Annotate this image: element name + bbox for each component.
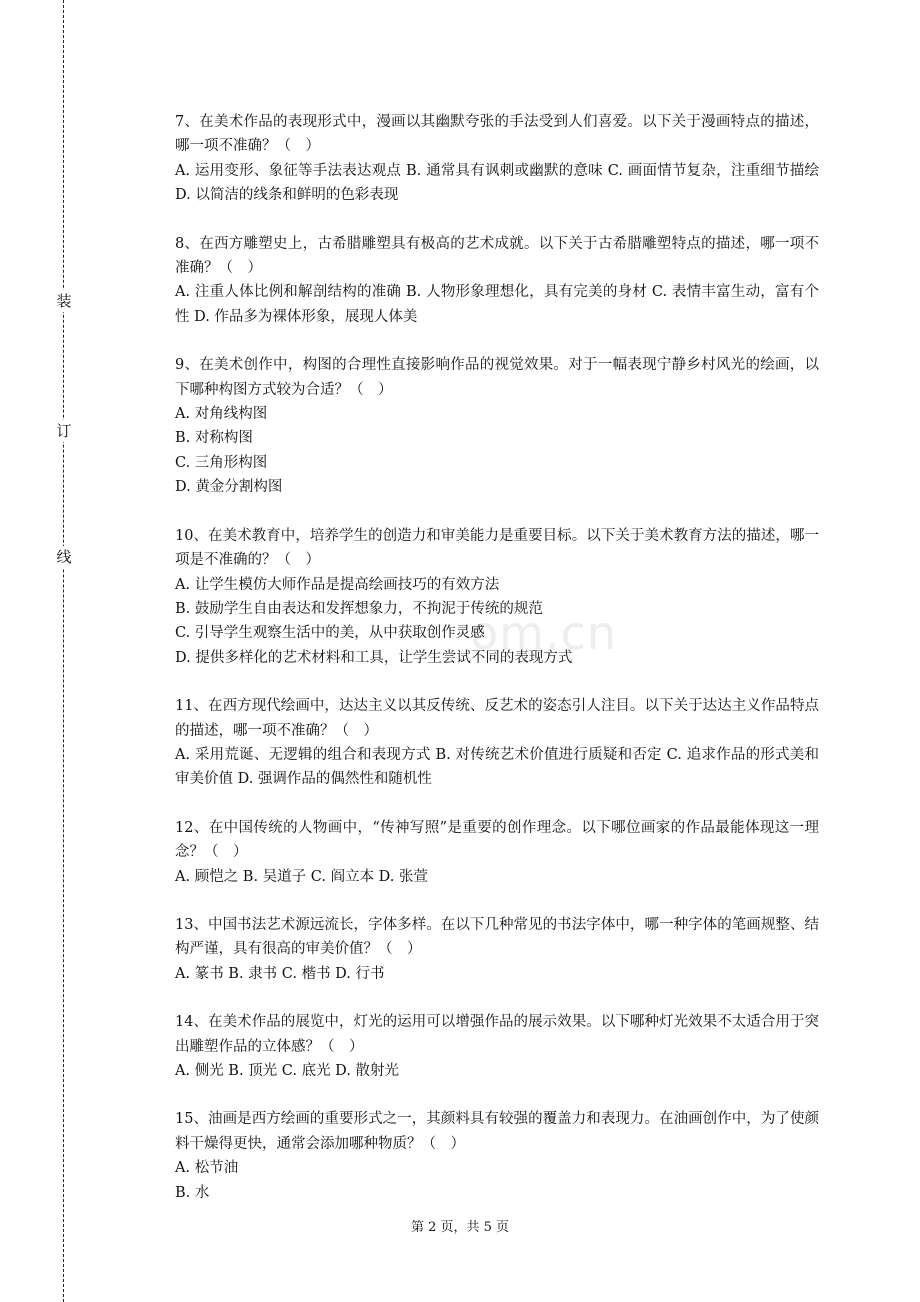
question-options: A. 侧光 B. 顶光 C. 底光 D. 散射光 [175, 1063, 400, 1079]
question-stem: 12、在中国传统的人物画中，“传神写照”是重要的创作理念。以下哪位画家的作品最能体现这一理念？（ ） [175, 819, 819, 861]
page-number-footer: 第 2 页，共 5 页 [410, 1220, 510, 1235]
option-b: B. 鼓励学生自由表达和发挥想象力，不拘泥于传统的规范 [175, 600, 543, 617]
question-options: A. 运用变形、象征等手法表达观点 B. 通常具有讽刺或幽默的意味 C. 画面情节复杂，注重细节描绘 D. 以简洁的线条和鲜明的色彩表现 [175, 162, 819, 204]
question-options: A. 篆书 B. 隶书 C. 楷书 D. 行书 [175, 965, 385, 982]
option-a: A. 让学生模仿大师作品是提高绘画技巧的有效方法 [175, 576, 500, 593]
option-c: C. 引导学生观察生活中的美，从中获取创作灵感 [175, 625, 485, 642]
option-a: A. 松节油 [175, 1160, 239, 1177]
question-stem: 8、在西方雕塑史上，古希腊雕塑具有极高的艺术成就。以下关于古希腊雕塑特点的描述，哪一项不准确？（ ） [175, 235, 819, 277]
option-b: B. 水 [175, 1184, 210, 1201]
option-b: B. 对称构图 [175, 430, 253, 447]
question-stem: 7、在美术作品的表现形式中，漫画以其幽默夸张的手法受到人们喜爱。以下关于漫画特点的描述，哪一项不准确？（ ） [175, 114, 819, 155]
binding-char-zhuang: 装 [52, 290, 76, 312]
question-10 [175, 524, 819, 670]
question-9 [175, 353, 819, 499]
question-15 [175, 1107, 819, 1205]
question-options: A. 顾恺之 B. 吴道子 C. 阎立本 D. 张萱 [175, 868, 429, 885]
question-stem: 10、在美术教育中，培养学生的创造力和审美能力是重要目标。以下关于美术教育方法的描述，哪一项是不准确的？（ ） [175, 527, 819, 569]
binding-char-ding: 订 [52, 420, 76, 442]
option-a: A. 对角线构图 [175, 406, 268, 423]
binding-char-xian: 线 [52, 546, 76, 568]
question-list [175, 110, 819, 1229]
watermark: om.cn [470, 606, 618, 660]
question-14 [175, 1010, 819, 1083]
option-d: D. 提供多样化的艺术材料和工具，让学生尝试不同的表现方式 [175, 649, 573, 666]
question-stem: 11、在西方现代绘画中，达达主义以其反传统、反艺术的姿态引人注目。以下关于达达主义作品特点的描述，哪一项不准确？（ ） [175, 698, 819, 739]
binding-dashed-line [63, 0, 64, 1302]
question-stem: 13、中国书法艺术源远流长，字体多样。在以下几种常见的书法字体中，哪一种字体的笔画规整、结构严谨，具有很高的审美价值？（ ） [175, 916, 819, 958]
question-stem: 14、在美术作品的展览中，灯光的运用可以增强作品的展示效果。以下哪种灯光效果不太适合用于突出雕塑作品的立体感？（ ） [175, 1014, 819, 1055]
question-stem: 9、在美术创作中，构图的合理性直接影响作品的视觉效果。对于一幅表现宁静乡村风光的绘画，以下哪种构图方式较为合适？（ ） [175, 357, 819, 398]
option-d: D. 黄金分割构图 [175, 479, 283, 496]
question-options: A. 注重人体比例和解剖结构的准确 B. 人物形象理想化，具有完美的身材 C. 表情丰富生动，富有个性 D. 作品多为裸体形象，展现人体美 [175, 284, 819, 325]
question-11 [175, 694, 819, 792]
question-stem: 15、油画是西方绘画的重要形式之一，其颜料具有较强的覆盖力和表现力。在油画创作中，为了使颜料干燥得更快，通常会添加哪种物质？（ ） [175, 1111, 819, 1152]
question-12 [175, 816, 819, 889]
question-8 [175, 232, 819, 330]
question-options: A. 采用荒诞、无逻辑的组合和表现方式 B. 对传统艺术价值进行质疑和否定 C. 追求作品的形式美和审美价值 D. 强调作品的偶然性和随机性 [175, 746, 819, 788]
option-c: C. 三角形构图 [175, 454, 268, 471]
question-7 [175, 110, 819, 208]
question-13 [175, 913, 819, 986]
